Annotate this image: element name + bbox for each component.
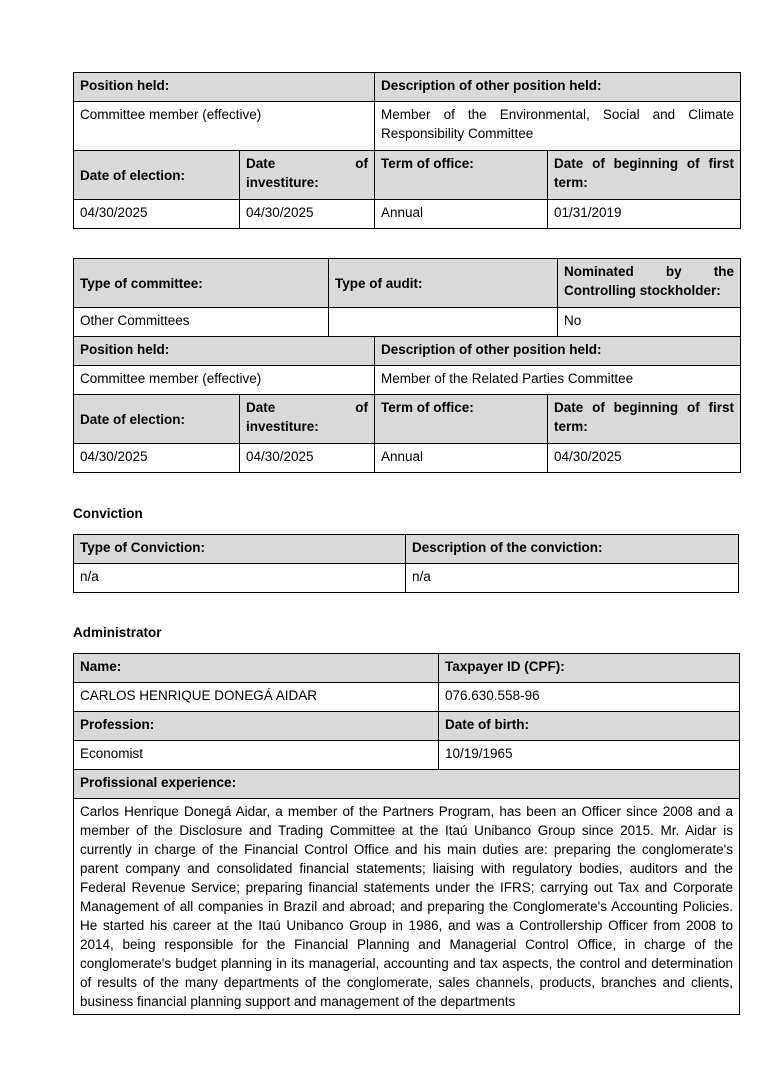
birth-value: 10/19/1965	[439, 741, 740, 770]
conviction-description-value: n/a	[406, 564, 739, 593]
profession-value: Economist	[74, 741, 439, 770]
date-election-label: Date of election:	[74, 395, 240, 444]
position-held-value: Committee member (effective)	[74, 102, 375, 151]
name-label: Name:	[74, 654, 439, 683]
date-investiture-label: Date of investiture:	[240, 151, 375, 200]
taxpayer-value: 076.630.558-96	[439, 683, 740, 712]
date-beginning-label: Date of beginning of first term:	[548, 151, 741, 200]
description-other-label: Description of other position held:	[375, 73, 741, 102]
term-office-label: Term of office:	[375, 395, 548, 444]
type-committee-value: Other Committees	[74, 308, 329, 337]
date-election-value: 04/30/2025	[74, 444, 240, 473]
administrator-heading: Administrator	[73, 625, 162, 640]
administrator-table	[73, 653, 740, 1015]
date-beginning-value: 04/30/2025	[548, 444, 741, 473]
conviction-heading: Conviction	[73, 506, 143, 521]
experience-text: Carlos Henrique Donegá Aidar, a member of the Partners Program, has been an Officer since 2008 and a member of the Disclosure and Trading Committee at the Itaú Unibanco Group since 2015. Mr. Aidar is currently in charge of the Financial Control Office and his main duties are: preparing the conglomerate's parent company and consolidated financial statements; liaising with regulatory bodies, auditors and the Federal Revenue Service; preparing financial statements under the IFRS; carrying out Tax and Corporate Management of all companies in Brazil and abroad; and preparing the Conglomerate's Accounting Policies. He started his career at the Itaú Unibanco Group in 1986, and was a Controllership Officer from 2008 to 2014, being responsible for the Financial Planning and Managerial Control Office, in charge of the conglomerate's budget planning in its managerial, accounting and tax aspects, the control and determination of results of the many departments of the conglomerate, sales channels, products, branches and clients, business financial planning support and management of the departments	[74, 799, 740, 1015]
position-table-1	[73, 72, 741, 229]
committee-table-2	[73, 258, 741, 473]
type-audit-label: Type of audit:	[329, 259, 558, 308]
term-office-label: Term of office:	[375, 151, 548, 200]
position-held-label: Position held:	[74, 73, 375, 102]
name-value: CARLOS HENRIQUE DONEGÁ AIDAR	[74, 683, 439, 712]
description-other-label: Description of other position held:	[375, 337, 741, 366]
conviction-type-label: Type of Conviction:	[74, 535, 406, 564]
nominated-value: No	[558, 308, 741, 337]
date-election-value: 04/30/2025	[74, 200, 240, 229]
date-investiture-value: 04/30/2025	[240, 444, 375, 473]
type-audit-value	[329, 308, 558, 337]
experience-label: Profissional experience:	[74, 770, 740, 799]
conviction-description-label: Description of the conviction:	[406, 535, 739, 564]
term-office-value: Annual	[375, 444, 548, 473]
position-held-value: Committee member (effective)	[74, 366, 375, 395]
description-other-value: Member of the Related Parties Committee	[375, 366, 741, 395]
profession-label: Profession:	[74, 712, 439, 741]
conviction-table	[73, 534, 739, 593]
date-investiture-label: Date of investiture:	[240, 395, 375, 444]
date-beginning-label: Date of beginning of first term:	[548, 395, 741, 444]
date-beginning-value: 01/31/2019	[548, 200, 741, 229]
taxpayer-label: Taxpayer ID (CPF):	[439, 654, 740, 683]
birth-label: Date of birth:	[439, 712, 740, 741]
date-election-label: Date of election:	[74, 151, 240, 200]
term-office-value: Annual	[375, 200, 548, 229]
position-held-label: Position held:	[74, 337, 375, 366]
type-committee-label: Type of committee:	[74, 259, 329, 308]
date-investiture-value: 04/30/2025	[240, 200, 375, 229]
nominated-label: Nominated by the Controlling stockholder:	[558, 259, 741, 308]
conviction-type-value: n/a	[74, 564, 406, 593]
description-other-value: Member of the Environmental, Social and Climate Responsibility Committee	[375, 102, 741, 151]
